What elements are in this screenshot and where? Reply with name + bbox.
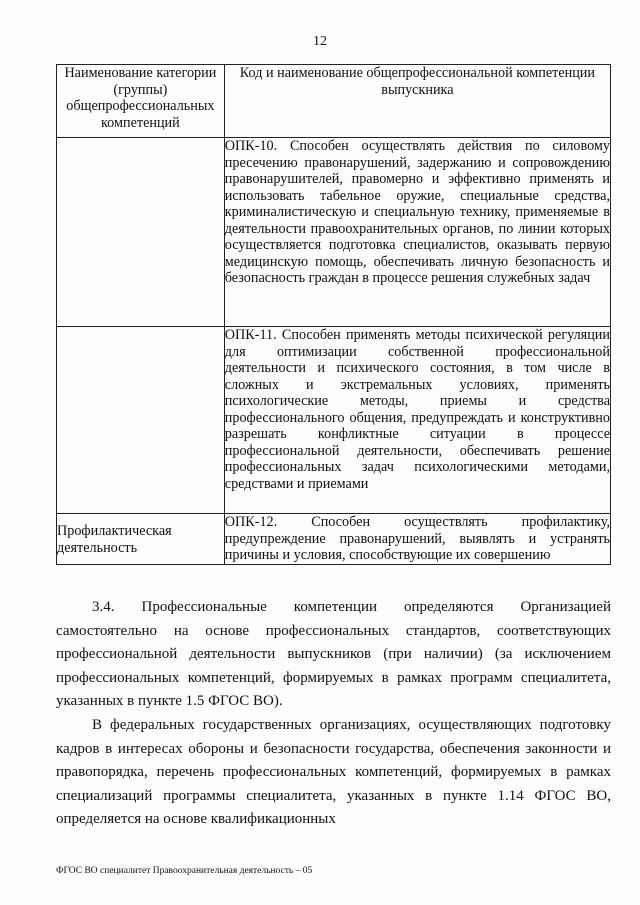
category-cell: Профилактическая деятельность <box>57 514 225 565</box>
paragraph-text: 3.4. Профессиональные компетенции определяются Организацией самостоятельно на основе профессиональных стандартов, соответствующих профессиональной деятельности выпускников (при наличии) (за исключением профессиональных компетенций, формируемых в рамках программ специалитета, указанных в пункте 1.5 ФГОС ВО). <box>56 599 611 709</box>
table-header-row <box>57 65 611 138</box>
header-competence: Код и наименование общепрофессиональной компетенции выпускника <box>224 65 610 138</box>
paragraph <box>56 596 611 714</box>
table-row <box>57 327 611 514</box>
paragraph-text: В федеральных государственных организациях, осуществляющих подготовку кадров в интересах обороны и безопасности государства, обеспечения законности и правопорядка, перечень профессиональных компетенций, формируемых в рамках специализаций программы специалитета, указанных в пункте 1.14 ФГОС ВО, определяется на основе квалификационных <box>56 717 611 827</box>
competence-table <box>56 64 611 565</box>
competence-cell: ОПК-12. Способен осуществлять профилактику, предупреждение правонарушений, выявлять и устранять причины и условия, способствующие их совершению <box>224 514 610 563</box>
table-row <box>57 138 611 327</box>
page-footer: ФГОС ВО специалитет Правоохранительная деятельность – 05 <box>56 866 313 876</box>
category-cell <box>57 138 225 327</box>
paragraph <box>56 714 611 832</box>
table-row <box>57 514 611 565</box>
page-number: 12 <box>313 34 327 49</box>
competence-cell: ОПК-10. Способен осуществлять действия по силовому пресечению правонарушений, задержанию и сопровождению правонарушителей, правомерно и эффективно применять и использовать табельное оружие, специальные средства, криминалистическую и специальную технику, применяемые в деятельности правоохранительных органов, по линии которых осуществляется подготовка специалистов, оказывать первую медицинскую помощь, обеспечивать личную безопасность и безопасность граждан в процессе решения служебных задач <box>224 138 610 327</box>
category-cell <box>57 327 225 514</box>
competence-cell: ОПК-11. Способен применять методы психической регуляции для оптимизации собственной профессиональной деятельности и психического состояния, в том числе в сложных и экстремальных условиях, применять психологические методы, приемы и средства профессионального общения, предупреждать и конструктивно разрешать конфликтные ситуации в процессе профессиональной деятельности, обеспечивать решение профессиональных задач психологическими методами, средствами и приемами <box>224 327 610 514</box>
header-category: Наименование категории (группы) общепрофессиональных компетенций <box>57 65 225 138</box>
